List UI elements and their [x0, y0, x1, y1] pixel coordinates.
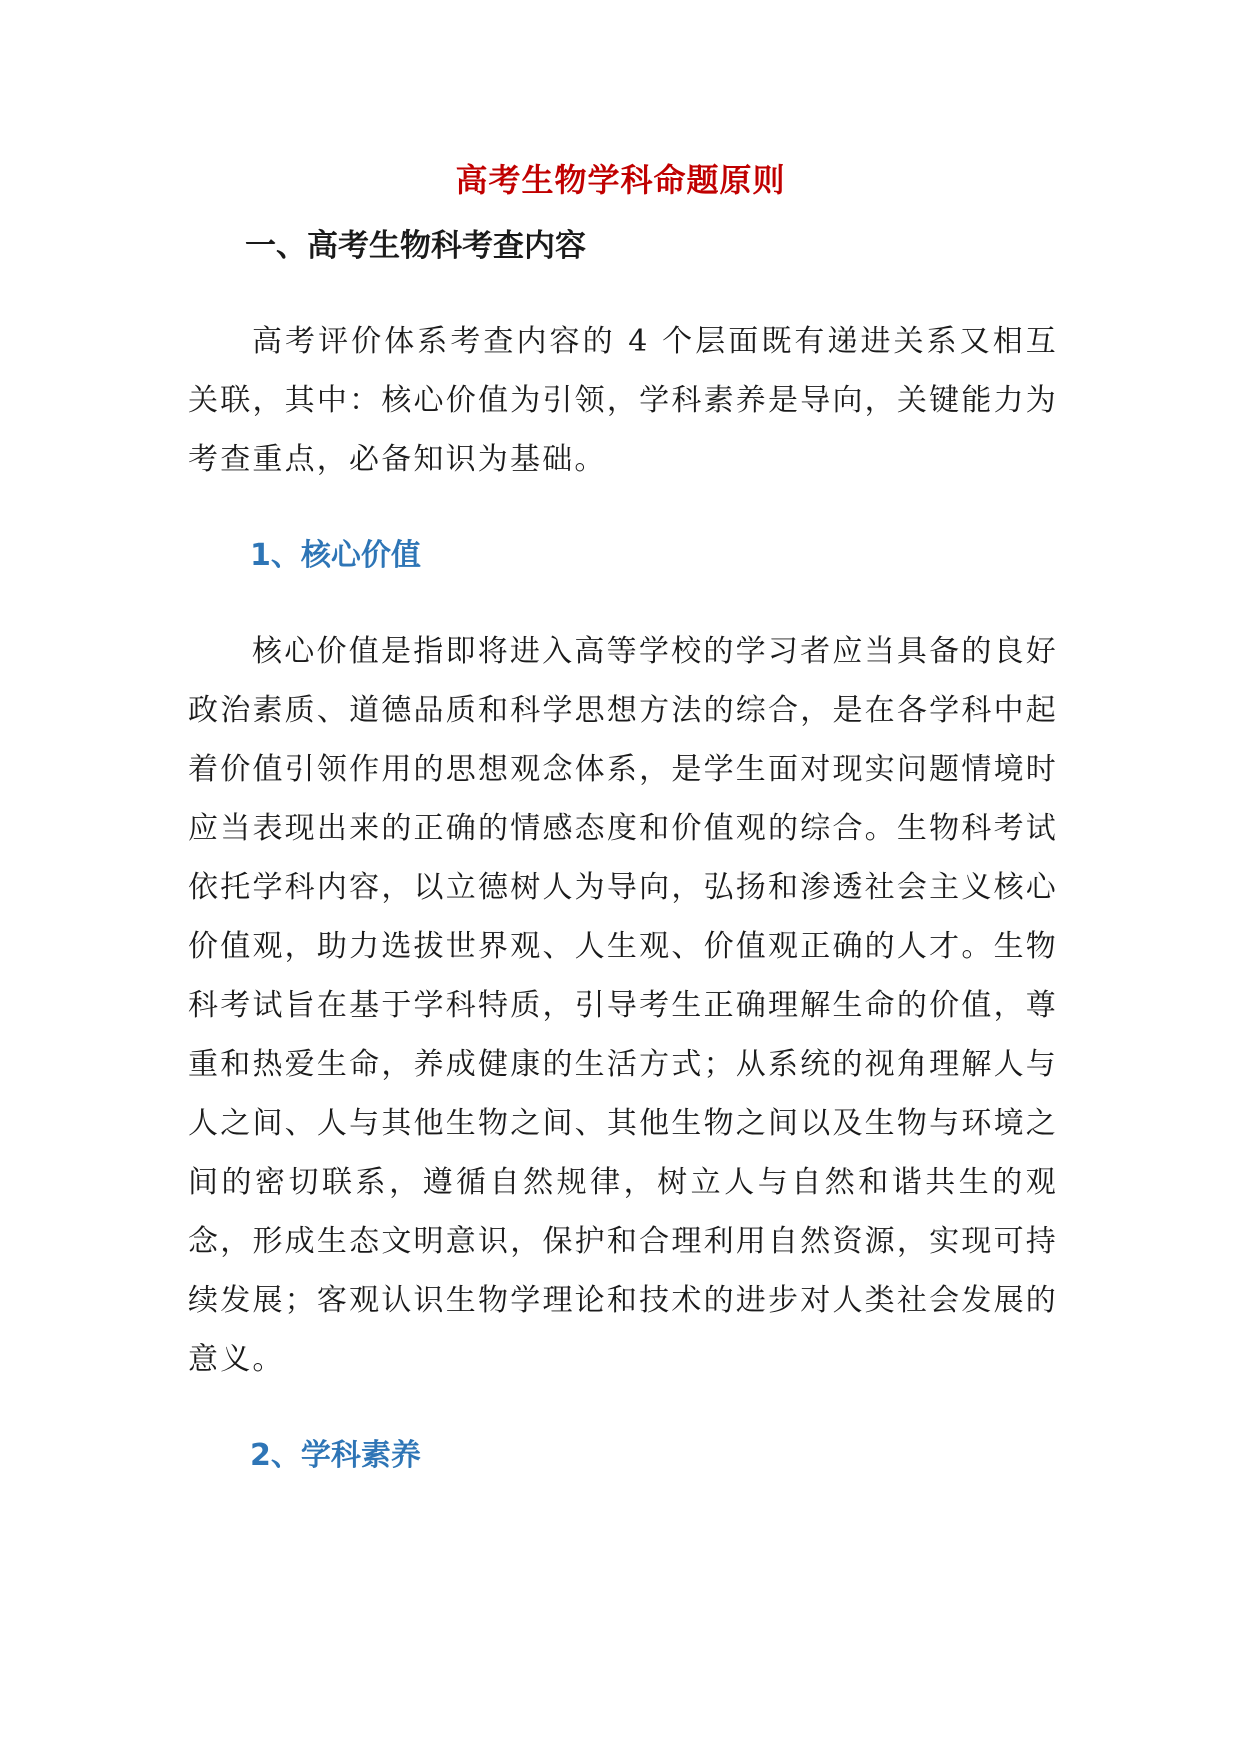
core-values-paragraph: 核心价值是指即将进入高等学校的学习者应当具备的良好政治素质、道德品质和科学思想方法的综合，是在各学科中起着价值引领作用的思想观念体系，是学生面对现实问题情境时应当表现出来的正确的情感态度和价值观的综合。生物科考试依托学科内容，以立德树人为导向，弘扬和渗透社会主义核心价值观，助力选拔世界观、人生观、价值观正确的人才。生物科考试旨在基于学科特质，引导考生正确理解生命的价值，尊重和热爱生命，养成健康的生活方式；从系统的视角理解人与人之间、人与其他生物之间、其他生物之间以及生物与环境之间的密切联系，遵循自然规律，树立人与自然和谐共生的观念，形成生态文明意识，保护和合理利用自然资源，实现可持续发展；客观认识生物学理论和技术的进步对人类社会发展的意义。 — [188, 634, 1058, 1377]
subheading-subject-literacy: 2、学科素养 — [250, 1438, 421, 1473]
section-heading-content: 一、高考生物科考查内容 — [245, 228, 586, 264]
intro-paragraph: 高考评价体系考查内容的 4 个层面既有递进关系又相互关联，其中：核心价值为引领，学科素养是导向，关键能力为考查重点，必备知识为基础。 — [188, 324, 1058, 477]
document-title: 高考生物学科命题原则 — [455, 161, 786, 199]
subheading-core-values: 1、核心价值 — [250, 538, 421, 573]
